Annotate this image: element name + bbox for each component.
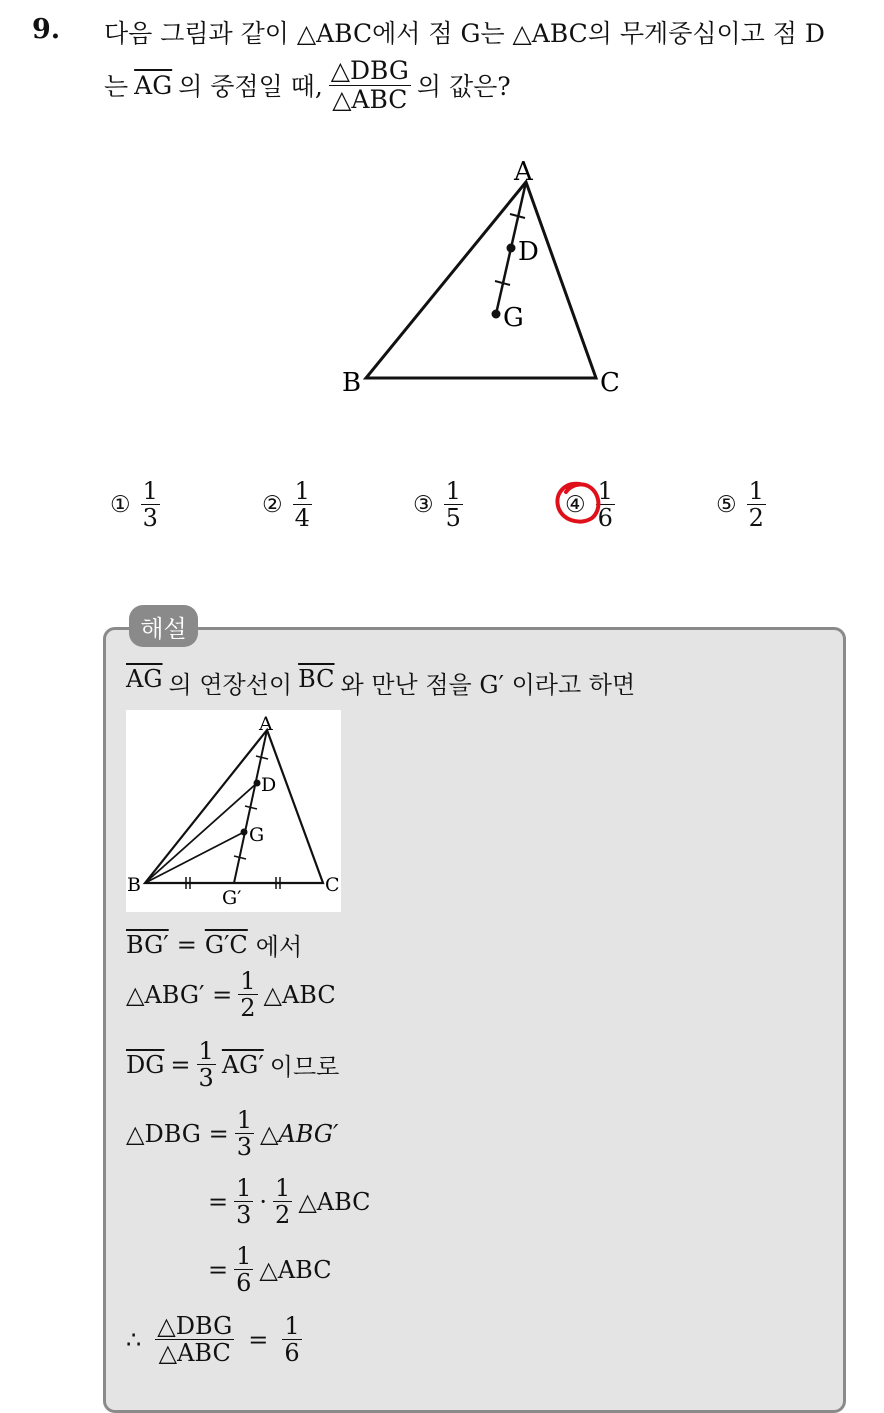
therefore-symbol: ∴	[126, 1325, 142, 1354]
question-line2-suffix: 의 값은?	[416, 72, 511, 101]
choice-2[interactable]	[262, 478, 312, 532]
mini-label-gprime: G′	[222, 887, 242, 909]
choice-1-marker: ①	[110, 491, 131, 518]
solution-final	[126, 1313, 302, 1367]
choice-5[interactable]	[716, 478, 766, 532]
choice-5-fraction	[747, 478, 766, 532]
s1-lhs: BG′	[126, 930, 169, 959]
s1-end: 에서	[255, 933, 303, 961]
final-lhs-fraction	[155, 1313, 234, 1367]
s5-num-1: 1	[236, 1174, 252, 1202]
choice-2-den: 4	[294, 504, 310, 533]
s3-eq: =	[170, 1050, 191, 1079]
s4-den: 3	[236, 1133, 252, 1162]
ratio-denominator: △ABC	[332, 84, 408, 114]
s4-fraction	[235, 1107, 254, 1161]
s3-end: 이므로	[269, 1053, 340, 1082]
s3-fraction	[197, 1038, 216, 1092]
segment-ag: $\overline{AG}$	[134, 70, 173, 100]
s4-rhs: △ABG′	[259, 1119, 339, 1148]
label-a: A	[514, 157, 533, 187]
choice-3[interactable]	[413, 478, 463, 532]
label-g: G	[503, 303, 524, 333]
mini-median	[234, 730, 267, 883]
s3-lhs: $\overline{DG}$	[126, 1050, 165, 1079]
choice-4-marker: ④	[565, 491, 586, 518]
choice-1-fraction	[141, 478, 160, 532]
final-den: △ABC	[158, 1339, 231, 1368]
solution-step-2	[126, 968, 336, 1022]
s5-fraction-2	[273, 1175, 292, 1229]
label-d: D	[518, 237, 539, 267]
s2-num: 1	[240, 967, 256, 995]
question-line2-prefix: 는	[104, 72, 129, 101]
label-b: B	[342, 368, 362, 398]
s3-seg: AG′	[221, 1050, 264, 1079]
mini-point-g	[241, 829, 248, 836]
intro-seg-ag: $\overline{AG}$	[126, 665, 163, 693]
mini-label-b: B	[127, 874, 141, 896]
s6-den: 6	[236, 1269, 252, 1298]
s1-rhs: G′C	[204, 930, 248, 959]
red-circle-stroke	[557, 484, 598, 522]
choice-4-num: 1	[597, 477, 613, 505]
s3-den: 3	[198, 1064, 214, 1093]
s4-num: 1	[236, 1106, 252, 1134]
solution-step-6	[208, 1243, 332, 1297]
s6-num: 1	[236, 1242, 252, 1270]
choice-4-den: 2	[748, 504, 764, 533]
intro-mid: 의 연장선이	[168, 671, 293, 699]
final-rhs-fraction	[282, 1313, 301, 1367]
choice-1[interactable]	[110, 478, 160, 532]
s5-num-2: 1	[275, 1174, 291, 1202]
final-rhs-den: 6	[284, 1339, 300, 1368]
choice-3-den: 5	[445, 504, 461, 533]
s2-rhs: △ABC	[263, 980, 336, 1009]
choice-4-den: 6	[597, 504, 613, 533]
question-line-2	[104, 57, 511, 113]
solution-step-5	[208, 1175, 371, 1229]
s2-fraction	[238, 968, 257, 1022]
question-line-1: 다음 그림과 같이 △ABC에서 점 G는 △ABC의 무게중심이고 점 D	[104, 19, 825, 48]
solution-step-3	[126, 1038, 339, 1092]
s3-num: 1	[198, 1037, 214, 1065]
s5-dot: ·	[259, 1187, 268, 1216]
choice-3-marker: ③	[413, 491, 434, 518]
triangle-abc	[366, 182, 596, 378]
solution-intro	[126, 665, 635, 700]
choice-5-num: 1	[748, 477, 764, 505]
final-num: △DBG	[157, 1312, 233, 1340]
mini-label-a: A	[259, 713, 273, 735]
s4-lhs: △DBG =	[126, 1119, 229, 1148]
s1-eq: =	[176, 930, 197, 959]
s5-den-1: 3	[236, 1201, 252, 1230]
solution-badge: 해설	[129, 605, 198, 647]
choice-2-num: 1	[294, 477, 310, 505]
s5-fraction-1	[234, 1175, 253, 1229]
s2-den: 2	[240, 994, 256, 1023]
choice-3-fraction	[444, 478, 463, 532]
intro-end: 와 만난 점을 G′ 이라고 하면	[340, 671, 636, 699]
choice-2-fraction	[293, 478, 312, 532]
selected-answer-mark	[550, 478, 606, 530]
ratio-numerator: △DBG	[330, 56, 409, 85]
s5-eq: =	[208, 1187, 229, 1216]
mini-label-g: G	[249, 824, 265, 846]
final-eq: =	[248, 1325, 269, 1354]
question-line2-mid: 의 중점일 때,	[178, 72, 323, 101]
solution-step-1	[126, 927, 302, 962]
final-rhs-num: 1	[284, 1312, 300, 1340]
triangle-figure	[330, 150, 630, 400]
choice-1-num: 1	[142, 477, 158, 505]
point-d	[507, 244, 516, 253]
choice-2-marker: ②	[262, 491, 283, 518]
question-number: 9.	[32, 14, 61, 45]
s6-fraction	[234, 1243, 253, 1297]
intro-seg-bc: $\overline{BC}$	[298, 665, 335, 693]
s5-rhs: △ABC	[298, 1187, 371, 1216]
choice-5-marker: ⑤	[716, 491, 737, 518]
point-g	[492, 310, 501, 319]
s6-eq: =	[208, 1255, 229, 1284]
solution-step-4	[126, 1107, 338, 1161]
s5-den-2: 2	[275, 1201, 291, 1230]
choice-3-num: 1	[445, 477, 461, 505]
label-c: C	[600, 368, 620, 398]
choice-1-den: 3	[142, 504, 158, 533]
s6-rhs: △ABC	[259, 1255, 332, 1284]
ratio-fraction	[329, 57, 411, 113]
mini-label-d: D	[261, 774, 277, 796]
s2-lhs: △ABG′ =	[126, 980, 233, 1009]
mini-label-c: C	[325, 874, 340, 896]
solution-figure	[126, 710, 341, 912]
mini-point-d	[254, 780, 261, 787]
